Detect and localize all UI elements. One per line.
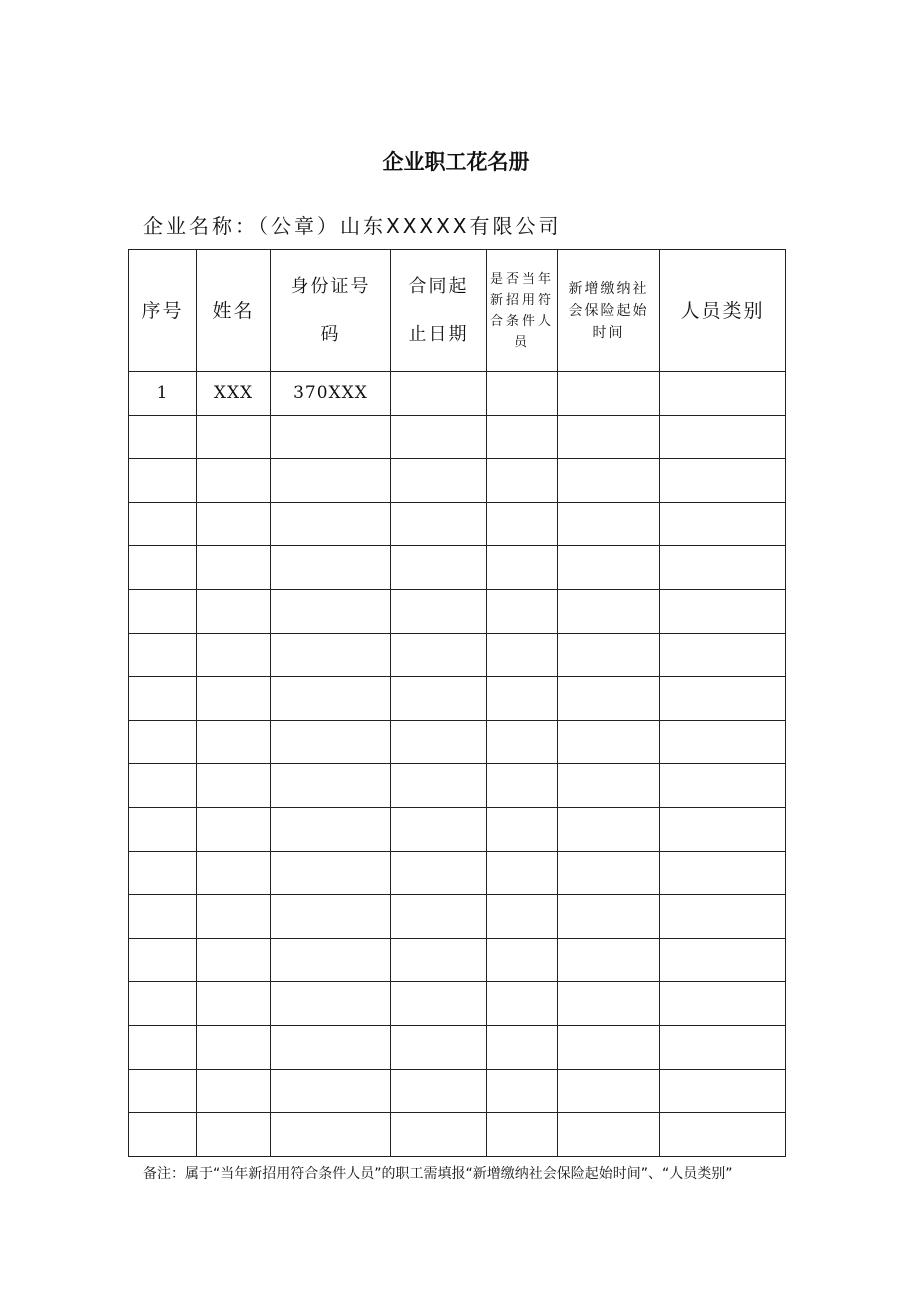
table-row: [129, 372, 786, 416]
cell-id-number[interactable]: [271, 502, 391, 546]
cell-id-number[interactable]: [271, 720, 391, 764]
table-row: [129, 502, 786, 546]
cell-insurance-start[interactable]: [558, 633, 660, 677]
cell-name[interactable]: [197, 677, 271, 721]
cell-contract-period[interactable]: [391, 982, 487, 1026]
cell-name[interactable]: [197, 589, 271, 633]
cell-name[interactable]: [197, 807, 271, 851]
cell-seq[interactable]: [129, 1069, 197, 1113]
table-row: [129, 764, 786, 808]
cell-contract-period[interactable]: [391, 677, 487, 721]
cell-id-number[interactable]: [271, 459, 391, 503]
cell-id-number[interactable]: [271, 1113, 391, 1157]
cell-insurance-start[interactable]: [558, 1113, 660, 1157]
cell-name[interactable]: [197, 1069, 271, 1113]
cell-category[interactable]: [660, 1069, 786, 1113]
cell-name[interactable]: [197, 851, 271, 895]
cell-name[interactable]: [197, 895, 271, 939]
cell-category[interactable]: [660, 677, 786, 721]
cell-contract-period[interactable]: [391, 633, 487, 677]
cell-seq[interactable]: [129, 895, 197, 939]
cell-newly-hired-eligible[interactable]: [487, 764, 558, 808]
header-name: 姓名: [197, 250, 271, 372]
cell-category[interactable]: [660, 502, 786, 546]
header-row: [129, 250, 786, 372]
cell-insurance-start[interactable]: [558, 459, 660, 503]
cell-insurance-start[interactable]: [558, 546, 660, 590]
cell-newly-hired-eligible[interactable]: [487, 633, 558, 677]
cell-seq[interactable]: [129, 372, 197, 416]
cell-category[interactable]: [660, 415, 786, 459]
table-row: [129, 677, 786, 721]
cell-category[interactable]: [660, 372, 786, 416]
cell-contract-period[interactable]: [391, 764, 487, 808]
cell-name[interactable]: [197, 938, 271, 982]
table-row: [129, 982, 786, 1026]
cell-newly-hired-eligible[interactable]: [487, 851, 558, 895]
cell-insurance-start[interactable]: [558, 938, 660, 982]
cell-name[interactable]: [197, 502, 271, 546]
cell-id-number[interactable]: [271, 938, 391, 982]
cell-insurance-start[interactable]: [558, 982, 660, 1026]
cell-insurance-start[interactable]: [558, 1025, 660, 1069]
table-row: [129, 1113, 786, 1157]
cell-seq[interactable]: [129, 720, 197, 764]
cell-newly-hired-eligible[interactable]: [487, 807, 558, 851]
table-row: [129, 807, 786, 851]
cell-newly-hired-eligible[interactable]: [487, 372, 558, 416]
table-row: [129, 1069, 786, 1113]
cell-insurance-start[interactable]: [558, 807, 660, 851]
cell-value: 370XXX: [293, 383, 368, 404]
cell-id-number[interactable]: [271, 807, 391, 851]
cell-contract-period[interactable]: [391, 1025, 487, 1069]
cell-name[interactable]: [197, 1025, 271, 1069]
cell-category[interactable]: [660, 459, 786, 503]
cell-name[interactable]: [197, 459, 271, 503]
cell-category[interactable]: [660, 1113, 786, 1157]
cell-contract-period[interactable]: [391, 1113, 487, 1157]
cell-newly-hired-eligible[interactable]: [487, 720, 558, 764]
cell-newly-hired-eligible[interactable]: [487, 1069, 558, 1113]
cell-insurance-start[interactable]: [558, 1069, 660, 1113]
cell-newly-hired-eligible[interactable]: [487, 459, 558, 503]
cell-contract-period[interactable]: [391, 1069, 487, 1113]
cell-seq[interactable]: [129, 677, 197, 721]
cell-category[interactable]: [660, 546, 786, 590]
header-id-number: 身份证号码: [271, 250, 391, 372]
cell-contract-period[interactable]: [391, 938, 487, 982]
cell-seq[interactable]: [129, 938, 197, 982]
cell-insurance-start[interactable]: [558, 895, 660, 939]
company-name-line: 企业名称：（公章）山东XXXXX有限公司: [143, 214, 562, 238]
header-seq: 序号: [129, 250, 197, 372]
cell-name[interactable]: [197, 982, 271, 1026]
table-row: [129, 895, 786, 939]
document-title: 企业职工花名册: [382, 150, 530, 174]
cell-id-number[interactable]: [271, 982, 391, 1026]
cell-id-number[interactable]: [271, 589, 391, 633]
cell-newly-hired-eligible[interactable]: [487, 677, 558, 721]
header-category: 人员类别: [660, 250, 786, 372]
table-row: [129, 589, 786, 633]
table-row: [129, 1025, 786, 1069]
cell-seq[interactable]: [129, 633, 197, 677]
cell-id-number[interactable]: [271, 1025, 391, 1069]
cell-insurance-start[interactable]: [558, 677, 660, 721]
cell-name[interactable]: [197, 372, 271, 416]
cell-id-number[interactable]: [271, 1069, 391, 1113]
cell-id-number[interactable]: [271, 851, 391, 895]
table-row: [129, 938, 786, 982]
cell-id-number[interactable]: [271, 677, 391, 721]
cell-seq[interactable]: [129, 459, 197, 503]
cell-newly-hired-eligible[interactable]: [487, 502, 558, 546]
cell-category[interactable]: [660, 633, 786, 677]
cell-id-number[interactable]: [271, 764, 391, 808]
cell-contract-period[interactable]: [391, 807, 487, 851]
cell-name[interactable]: [197, 415, 271, 459]
cell-category[interactable]: [660, 895, 786, 939]
cell-contract-period[interactable]: [391, 415, 487, 459]
employee-roster-table: [128, 249, 786, 1157]
footnote: 备注：属于“当年新招用符合条件人员”的职工需填报“新增缴纳社会保险起始时间”、“人员类别”: [143, 1166, 733, 1182]
cell-category[interactable]: [660, 764, 786, 808]
cell-seq[interactable]: [129, 589, 197, 633]
cell-category[interactable]: [660, 807, 786, 851]
cell-insurance-start[interactable]: [558, 851, 660, 895]
cell-insurance-start[interactable]: [558, 372, 660, 416]
cell-newly-hired-eligible[interactable]: [487, 938, 558, 982]
cell-insurance-start[interactable]: [558, 589, 660, 633]
cell-newly-hired-eligible[interactable]: [487, 546, 558, 590]
cell-category[interactable]: [660, 851, 786, 895]
table-row: [129, 633, 786, 677]
cell-contract-period[interactable]: [391, 589, 487, 633]
cell-id-number[interactable]: [271, 415, 391, 459]
header-insurance-start: 新增缴纳社会保险起始时间: [558, 250, 660, 372]
cell-newly-hired-eligible[interactable]: [487, 982, 558, 1026]
cell-insurance-start[interactable]: [558, 502, 660, 546]
cell-contract-period[interactable]: [391, 459, 487, 503]
cell-insurance-start[interactable]: [558, 720, 660, 764]
cell-contract-period[interactable]: [391, 895, 487, 939]
cell-newly-hired-eligible[interactable]: [487, 895, 558, 939]
cell-seq[interactable]: [129, 982, 197, 1026]
cell-category[interactable]: [660, 589, 786, 633]
cell-seq[interactable]: [129, 1025, 197, 1069]
cell-seq[interactable]: [129, 1113, 197, 1157]
cell-name[interactable]: [197, 1113, 271, 1157]
cell-name[interactable]: [197, 720, 271, 764]
cell-category[interactable]: [660, 720, 786, 764]
cell-id-number[interactable]: [271, 895, 391, 939]
cell-seq[interactable]: [129, 502, 197, 546]
cell-category[interactable]: [660, 982, 786, 1026]
table-row: [129, 415, 786, 459]
cell-contract-period[interactable]: [391, 372, 487, 416]
cell-id-number[interactable]: [271, 372, 391, 416]
cell-newly-hired-eligible[interactable]: [487, 589, 558, 633]
cell-id-number[interactable]: [271, 633, 391, 677]
cell-contract-period[interactable]: [391, 720, 487, 764]
cell-newly-hired-eligible[interactable]: [487, 1025, 558, 1069]
cell-id-number[interactable]: [271, 546, 391, 590]
header-contract-period: 合同起止日期: [391, 250, 487, 372]
cell-seq[interactable]: [129, 546, 197, 590]
cell-newly-hired-eligible[interactable]: [487, 1113, 558, 1157]
table-row: [129, 851, 786, 895]
table-row: [129, 720, 786, 764]
table-row: [129, 459, 786, 503]
cell-seq[interactable]: [129, 415, 197, 459]
cell-name[interactable]: [197, 546, 271, 590]
header-newly-hired-eligible: 是否当年新招用符合条件人员: [487, 250, 558, 372]
cell-category[interactable]: [660, 1025, 786, 1069]
cell-value: XXX: [213, 383, 254, 404]
cell-category[interactable]: [660, 938, 786, 982]
cell-newly-hired-eligible[interactable]: [487, 415, 558, 459]
cell-name[interactable]: [197, 764, 271, 808]
cell-contract-period[interactable]: [391, 851, 487, 895]
cell-contract-period[interactable]: [391, 502, 487, 546]
cell-name[interactable]: [197, 633, 271, 677]
cell-seq[interactable]: [129, 851, 197, 895]
cell-seq[interactable]: [129, 764, 197, 808]
cell-insurance-start[interactable]: [558, 764, 660, 808]
table-row: [129, 546, 786, 590]
cell-seq[interactable]: [129, 807, 197, 851]
cell-value: 1: [156, 383, 169, 404]
cell-insurance-start[interactable]: [558, 415, 660, 459]
cell-contract-period[interactable]: [391, 546, 487, 590]
